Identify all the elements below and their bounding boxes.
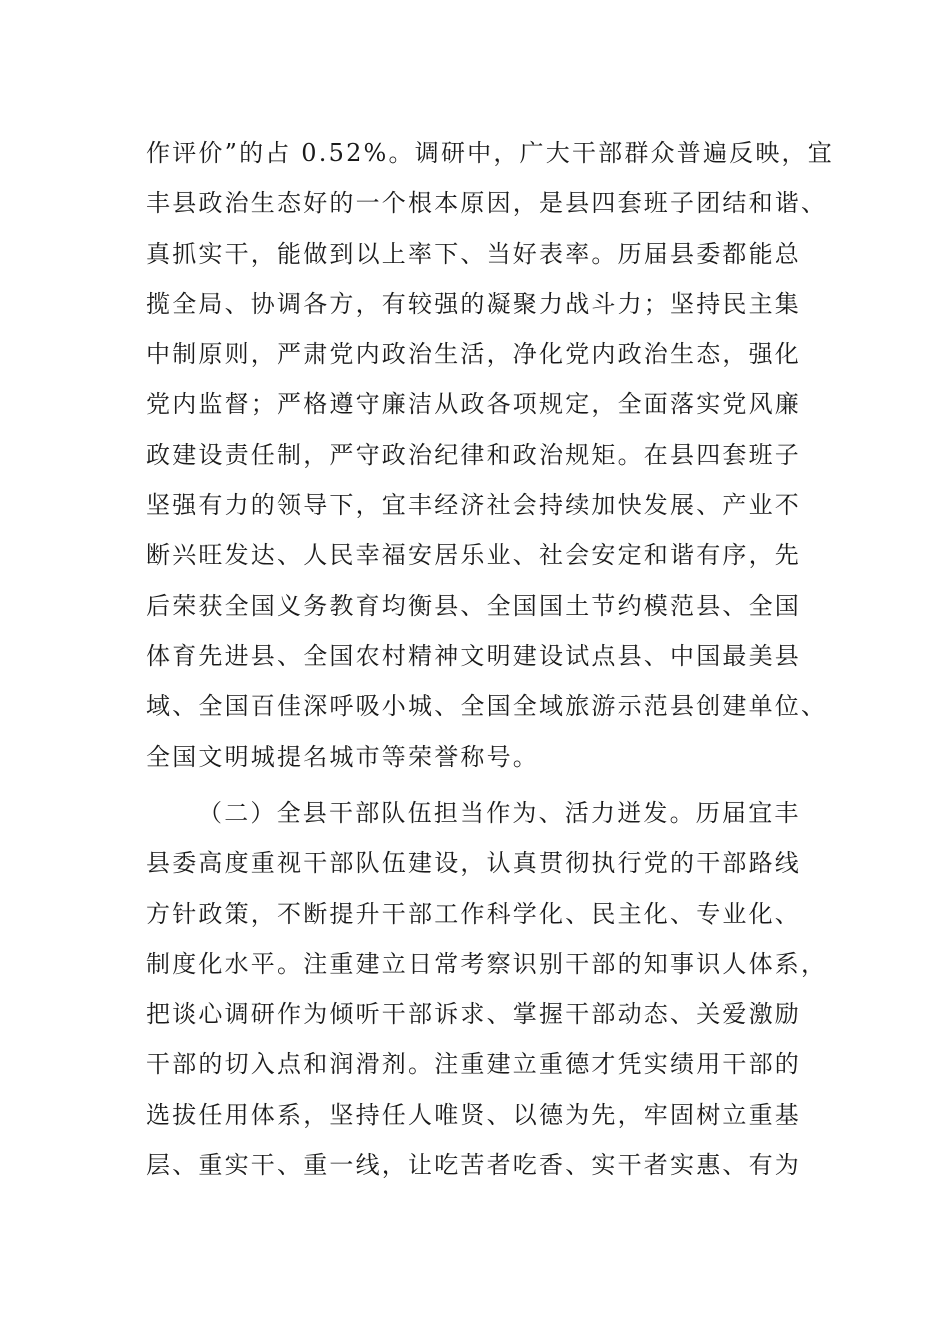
text-line: 丰县政治生态好的一个根本原因，是县四套班子团结和谐、 xyxy=(146,189,828,218)
text-line: 后荣获全国义务教育均衡县、全国国土节约模范县、全国 xyxy=(146,591,801,620)
text-line: 制度化水平。注重建立日常考察识别干部的知事识人体系， xyxy=(146,949,828,978)
text-line: 坚强有力的领导下，宜丰经济社会持续加快发展、产业不 xyxy=(146,491,801,520)
text-line: 全国文明城提名城市等荣誉称号。 xyxy=(146,742,539,771)
paragraph-2 xyxy=(146,788,828,1190)
text-line: 真抓实干，能做到以上率下、当好表率。历届县委都能总 xyxy=(146,239,801,268)
text-line: 揽全局、协调各方，有较强的凝聚力战斗力；坚持民主集 xyxy=(146,289,801,318)
text-line: 把谈心调研作为倾听干部诉求、掌握干部动态、关爱激励 xyxy=(146,1000,801,1029)
text-line: 方针政策，不断提升干部工作科学化、民主化、专业化、 xyxy=(146,899,801,928)
text-line: 中制原则，严肃党内政治生活，净化党内政治生态，强化 xyxy=(146,340,801,369)
text-line: 政建设责任制，严守政治纪律和政治规矩。在县四套班子 xyxy=(146,440,801,469)
paragraph-1 xyxy=(146,128,834,782)
text-line: 干部的切入点和润滑剂。注重建立重德才凭实绩用干部的 xyxy=(146,1050,801,1079)
text-line: 党内监督；严格遵守廉洁从政各项规定，全面落实党风廉 xyxy=(146,390,801,419)
text-line: 作评价”的占 0.52%。调研中，广大干部群众普遍反映，宜 xyxy=(146,139,834,167)
text-line: 县委高度重视干部队伍建设，认真贯彻执行党的干部路线 xyxy=(146,849,801,878)
text-line: （二）全县干部队伍担当作为、活力迸发。历届宜丰 xyxy=(198,799,801,827)
text-line: 体育先进县、全国农村精神文明建设试点县、中国最美县 xyxy=(146,641,801,670)
text-line: 断兴旺发达、人民幸福安居乐业、社会安定和谐有序，先 xyxy=(146,541,801,570)
text-line: 层、重实干、重一线，让吃苦者吃香、实干者实惠、有为 xyxy=(146,1151,801,1180)
text-line: 域、全国百佳深呼吸小城、全国全域旅游示范县创建单位、 xyxy=(146,692,828,721)
text-line: 选拔任用体系，坚持任人唯贤、以德为先，牢固树立重基 xyxy=(146,1100,801,1129)
